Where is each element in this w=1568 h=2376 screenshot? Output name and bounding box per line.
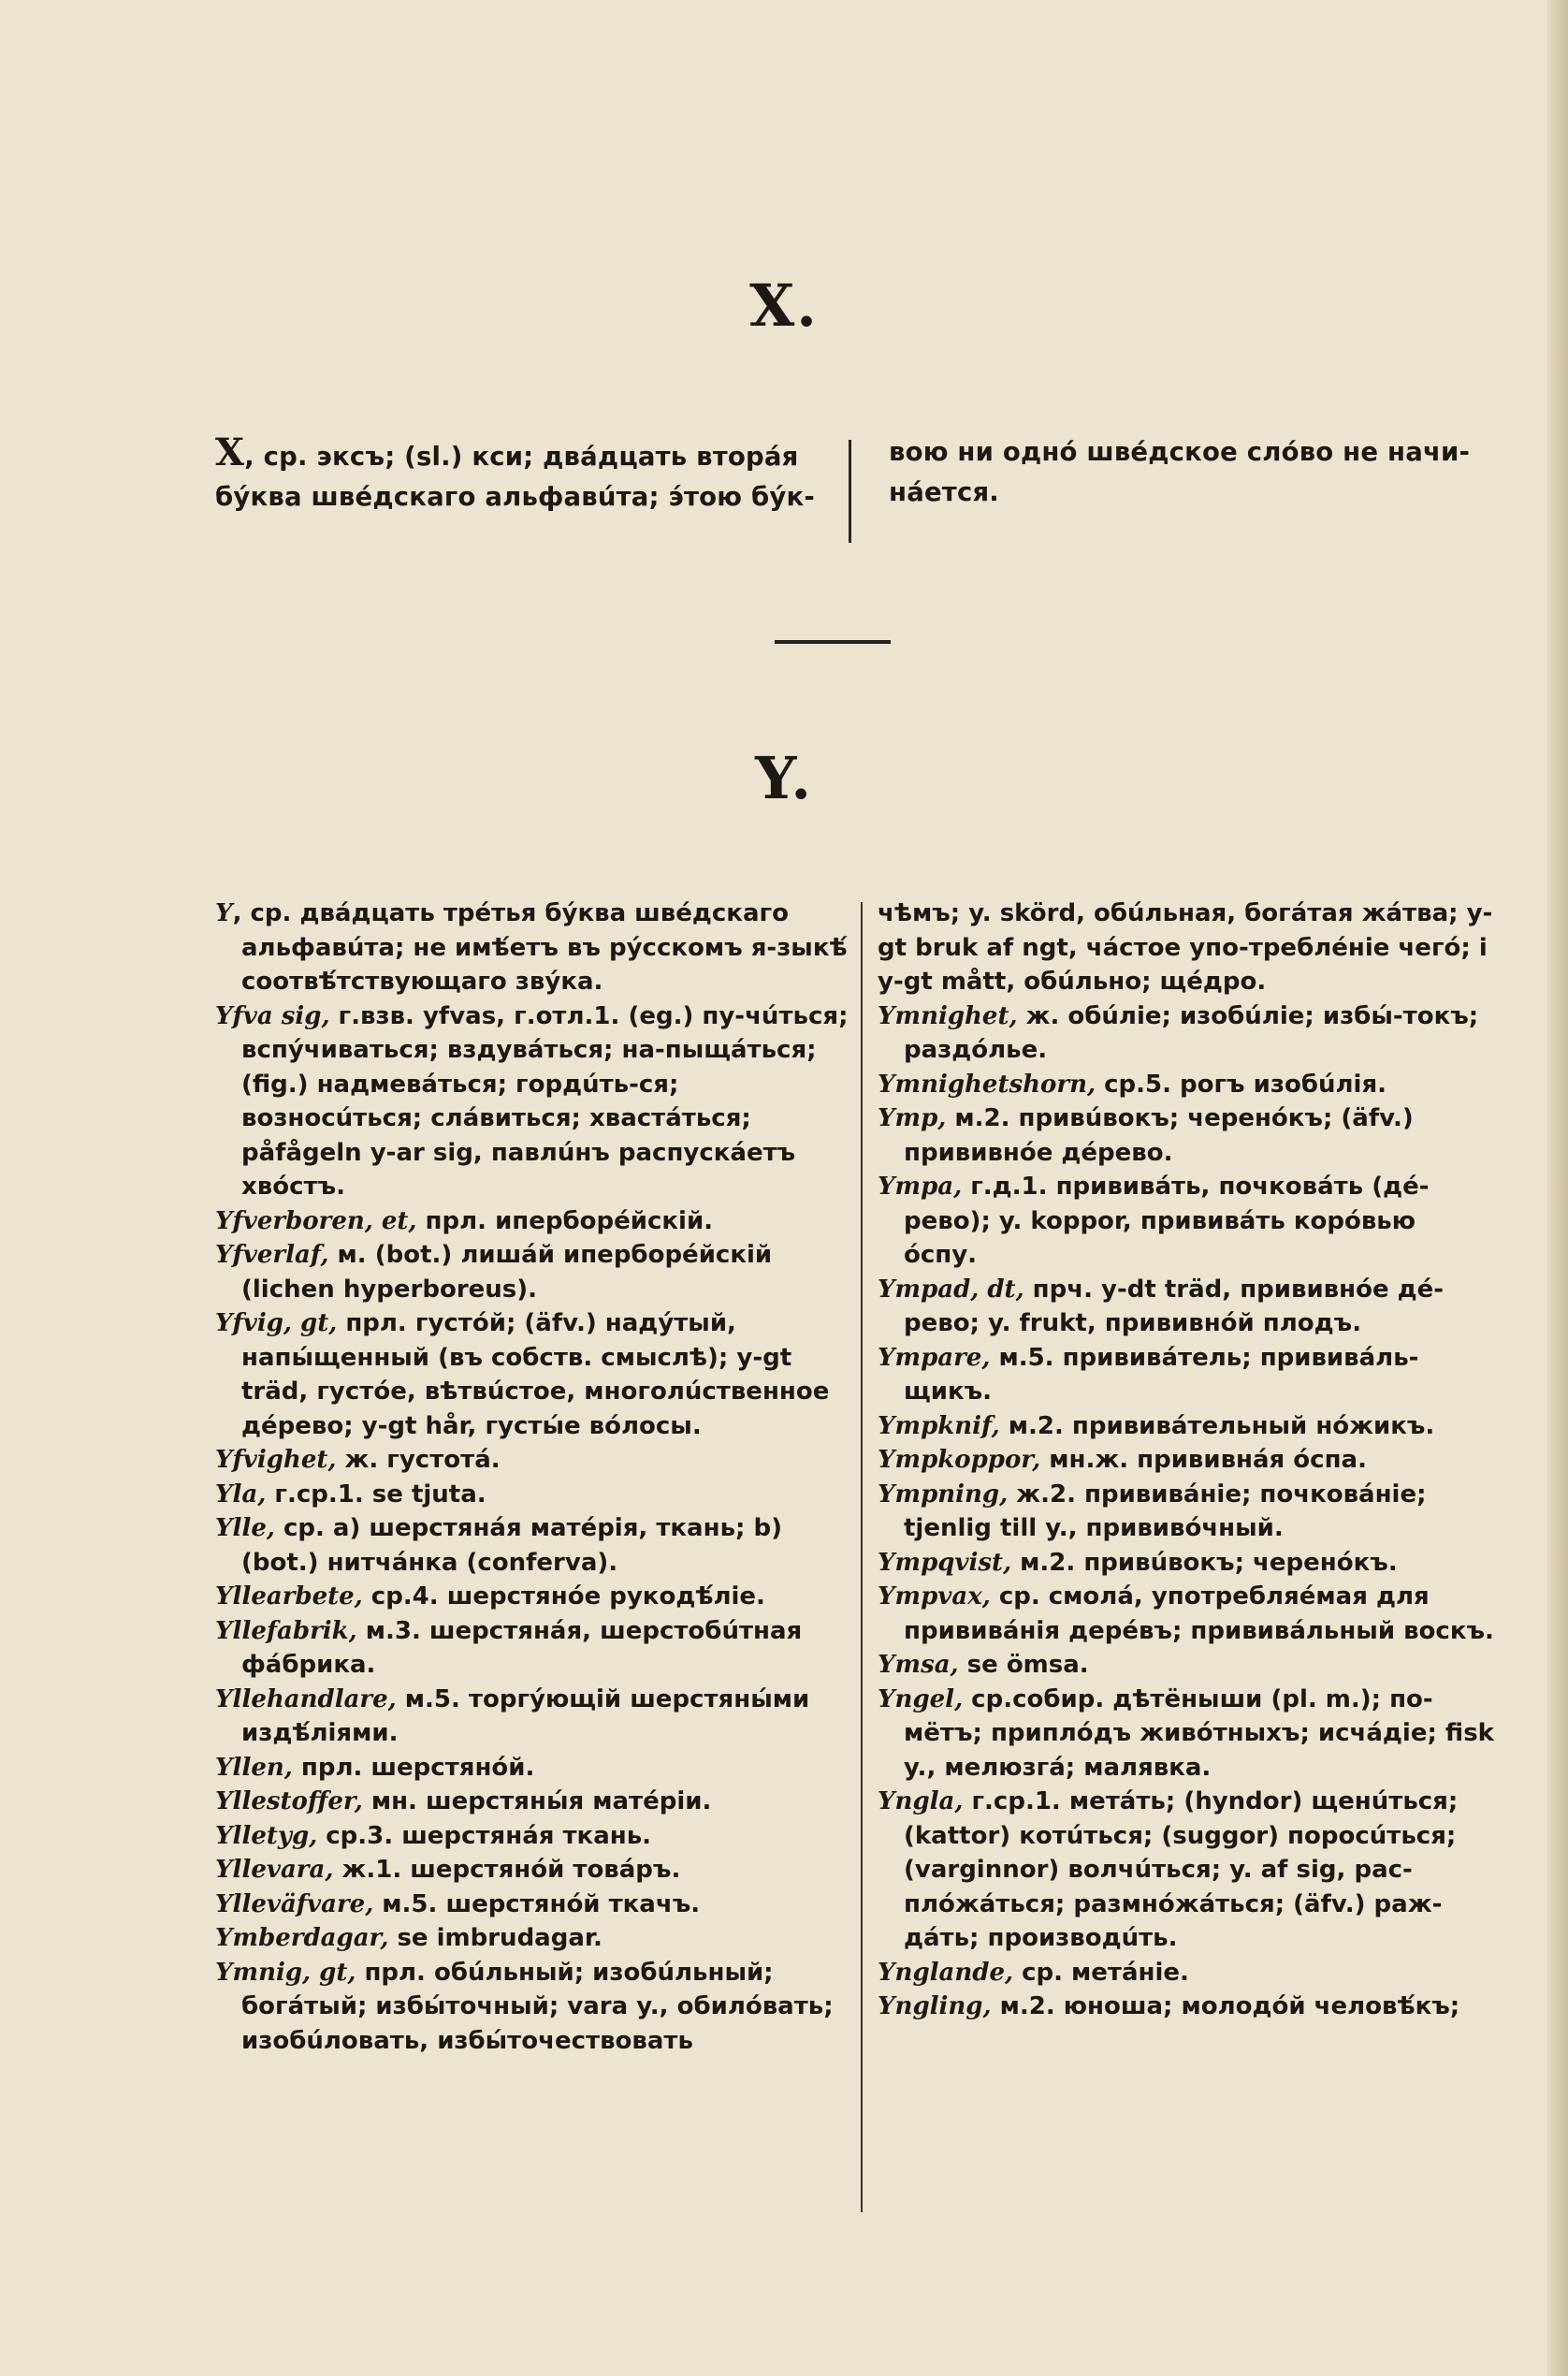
intro-left-text: , ср. эксъ; (sl.) кси; двáдцать вторáя бýква швéдскаго альфавúта; э́тою бýк-	[215, 442, 815, 512]
entry-definition: ср. смолá, употребляéмая для прививáнія дерéвъ; прививáльный воскъ.	[904, 1582, 1494, 1645]
dictionary-entry	[878, 1068, 1495, 1102]
entry-definition: se ömsa.	[958, 1651, 1089, 1679]
dictionary-entry	[215, 1204, 849, 1239]
entry-definition: м.5. торгýющій шерстяны́ми издѣ́ліями.	[241, 1684, 810, 1747]
entry-headword: Yllestoffer,	[215, 1787, 363, 1815]
dictionary-body	[215, 896, 1502, 2225]
entry-headword: Yfverlaf,	[215, 1241, 329, 1269]
entry-definition: ср. a) шерстянáя матéрія, ткань; b) (bot.) нитчáнка (conferva).	[241, 1514, 782, 1577]
dictionary-entry	[215, 1580, 849, 1614]
entry-definition: прл. шерстянóй.	[292, 1753, 535, 1782]
dictionary-entry	[215, 1751, 849, 1786]
entry-definition: ср. метáніе.	[1013, 1958, 1189, 1987]
entry-definition: ср.5. рогъ изобúлія.	[1096, 1070, 1387, 1099]
dictionary-entry	[215, 1785, 849, 1819]
entry-definition: м.5. шерстянóй ткачъ.	[373, 1889, 701, 1918]
dictionary-entry	[878, 1478, 1495, 1546]
entry-definition: м.2. прививáтельный нóжикъ.	[999, 1411, 1435, 1440]
intro-left-column	[215, 432, 842, 517]
dictionary-entry	[215, 999, 849, 1204]
entry-definition: г.ср.1. se tjuta.	[266, 1480, 486, 1509]
dictionary-entry	[215, 1238, 849, 1306]
entry-headword: Ynglande,	[878, 1958, 1014, 1987]
entry-headword: Ymberdagar,	[215, 1924, 389, 1952]
intro-x-block	[215, 432, 1502, 545]
dictionary-entry	[878, 1956, 1495, 1990]
entry-headword: Ymnighetshorn,	[878, 1070, 1096, 1099]
entry-headword: Ympvax,	[878, 1582, 991, 1611]
entry-definition: м.3. шерстянáя, шерстобúтная фáбрика.	[241, 1616, 803, 1679]
entry-definition: прл. густóй; (äfv.) надýтый, напы́щенный (въ собств. смыслѣ); y-gt träd, густóе, вѣтвúстое, многолúственное дéрево; y-gt hår, густы́е вóлосы.	[241, 1309, 830, 1440]
dictionary-entry	[215, 1819, 849, 1854]
section-separator-rule	[775, 640, 891, 644]
section-heading-x: X.	[749, 271, 819, 340]
entry-headword: Yllehandlare,	[215, 1684, 397, 1713]
entry-headword: Ymsa,	[878, 1651, 959, 1679]
dictionary-entry	[878, 1990, 1495, 2024]
entry-definition: м.2. привúвокъ; черенóкъ; (äfv.) прививнóе дéрево.	[904, 1104, 1414, 1167]
entry-headword: Yfvig, gt,	[215, 1309, 338, 1337]
dictionary-entry	[878, 999, 1495, 1068]
section-heading-y: Y.	[755, 744, 813, 812]
entry-headword: Yllevara,	[215, 1856, 334, 1884]
entry-headword: Yfva sig,	[215, 1001, 330, 1030]
entry-headword: Yngel,	[878, 1684, 964, 1713]
entry-headword: Yllefabrik,	[215, 1616, 357, 1645]
dictionary-entry	[215, 1478, 849, 1512]
entry-definition: г.ср.1. метáть; (hyndor) щенúться; (kattor) котúться; (suggor) поросúться; (varginnor) волчúться; y. af sig, рас-плóжáться; размнóжáться; (äfv.) раж-дáть; производúть.	[904, 1787, 1459, 1952]
entry-headword: Ymnighet,	[878, 1001, 1018, 1030]
entry-definition: м. (bot.) лишáй иперборéйскій (lichen hyperboreus).	[241, 1241, 773, 1304]
entry-headword: Ylletyg,	[215, 1821, 318, 1850]
dictionary-entry	[878, 1170, 1495, 1273]
entry-headword: Ympare,	[878, 1343, 991, 1372]
entry-definition: м.5. прививáтель; прививáль-щикъ.	[904, 1343, 1419, 1406]
page-edge	[1547, 0, 1568, 2376]
dictionary-entry	[878, 1443, 1495, 1478]
entry-definition: м.2. юноша; молодóй человѣ́къ;	[991, 1992, 1460, 2020]
dictionary-entry	[878, 1409, 1495, 1444]
entry-definition: , ср. двáдцать трéтья бýква швéдскаго альфавúта; не имѣ́етъ въ рýсскомъ я-зыкѣ́ соотвѣ́тствующаго звýка.	[232, 899, 848, 996]
dictionary-entry	[878, 1785, 1495, 1956]
entry-headword: Yla,	[215, 1480, 267, 1509]
dictionary-entry	[215, 1511, 849, 1580]
dictionary-entry	[878, 1546, 1495, 1581]
entry-definition: прл. иперборéйскій.	[416, 1206, 714, 1235]
entry-headword: Yllen,	[215, 1753, 293, 1782]
entry-definition: ж.1. шерстянóй товáръ.	[333, 1856, 681, 1884]
intro-right-column: вою ни однó швéдское слóво не начи-нáется.	[889, 437, 1471, 507]
entry-definition: прл. обúльный; изобúльный; богáтый; избы́точный; vara y., обилóвать; изобúловать, избы́точествовать	[241, 1958, 834, 2055]
dictionary-entry	[878, 1683, 1495, 1786]
entry-headword: Ymnig, gt,	[215, 1958, 356, 1987]
entry-definition: ж. густотá.	[336, 1446, 501, 1474]
dictionary-entry	[215, 896, 849, 999]
entry-headword: Yfverboren, et,	[215, 1206, 417, 1235]
entry-headword: Yllearbete,	[215, 1582, 363, 1611]
entry-definition: мн. шерстяны́я матéріи.	[362, 1787, 712, 1815]
entry-definition: г.д.1. прививáть, почковáть (дé-рево); y. koppor, прививáть корóвью óспу.	[904, 1173, 1430, 1269]
entry-headword: Ympkoppor,	[878, 1446, 1041, 1474]
entry-headword: Ympknif,	[878, 1411, 1000, 1440]
entry-definition: г.взв. yfvas, г.отл.1. (eg.) пу-чúться; вспýчиваться; вздувáться; на-пыщáться; (fig.) надмевáться; гордúть-ся; возносúться; слáвиться; хвастáться; påfågeln y-ar sig, павлúнъ распускáетъ хвóстъ.	[241, 1001, 849, 1201]
column-divider	[849, 440, 851, 543]
dictionary-entry	[878, 1273, 1495, 1341]
entry-definition: прч. y-dt träd, прививнóе дé-рево; y. frukt, прививнóй плодъ.	[904, 1275, 1445, 1337]
dictionary-entry	[878, 1648, 1495, 1683]
entry-definition: м.2. привúвокъ; черенóкъ.	[1011, 1548, 1398, 1577]
entry-headword: Yfvighet,	[215, 1446, 337, 1474]
dictionary-entry	[215, 1683, 849, 1751]
dictionary-entry	[215, 1888, 849, 1922]
entry-headword: Ympning,	[878, 1480, 1009, 1509]
dictionary-entry	[215, 1614, 849, 1683]
entry-headword: Ymp,	[878, 1104, 947, 1132]
intro-headword: X	[215, 430, 245, 474]
dictionary-entry	[878, 896, 1495, 999]
dictionary-entry	[215, 1853, 849, 1888]
entry-headword: Ylle,	[215, 1514, 275, 1542]
entry-headword: Ylleväfvare,	[215, 1889, 374, 1918]
entry-definition: мн.ж. прививнáя óспа.	[1040, 1446, 1367, 1474]
entry-definition: ж.2. прививáніе; почковáніе; tjenlig till y., прививóчный.	[904, 1480, 1427, 1542]
entry-definition: ср.собир. дѣтёныши (pl. m.); по-мётъ; припло́дъ живóтныхъ; исчáдіе; fisk y., мелюзгá; малявка.	[904, 1684, 1494, 1782]
dictionary-entry	[215, 1921, 849, 1956]
dictionary-entry	[878, 1341, 1495, 1409]
entry-definition: ср.3. шерстянáя ткань.	[317, 1821, 652, 1850]
dictionary-entry	[215, 1956, 849, 2059]
entry-definition: ср.4. шерстянóе рукодѣ́ліе.	[362, 1582, 765, 1611]
entry-definition: ж. обúліе; изобúліе; избы́-токъ; раздóлье.	[904, 1001, 1479, 1064]
entry-headword: Ympa,	[878, 1173, 963, 1201]
right-column	[878, 896, 1495, 2024]
dictionary-entry	[878, 1580, 1495, 1648]
entry-headword: Ympad, dt,	[878, 1275, 1024, 1304]
entry-definition: se imbrudagar.	[388, 1924, 603, 1952]
dictionary-entry	[215, 1443, 849, 1478]
entry-headword: Yngla,	[878, 1787, 964, 1815]
column-divider	[861, 902, 863, 2212]
left-column	[215, 896, 849, 2058]
entry-headword: Y	[215, 899, 233, 927]
entry-headword: Ympqvist,	[878, 1548, 1012, 1577]
dictionary-entry	[215, 1306, 849, 1443]
entry-definition: чѣмъ; y. skörd, обúльная, богáтая жáтва; y-gt bruk af ngt, чáстое упо-треблéніе чегó; i y-gt mått, обúльно; щéдро.	[878, 899, 1493, 996]
dictionary-entry	[878, 1101, 1495, 1170]
entry-headword: Yngling,	[878, 1992, 992, 2020]
